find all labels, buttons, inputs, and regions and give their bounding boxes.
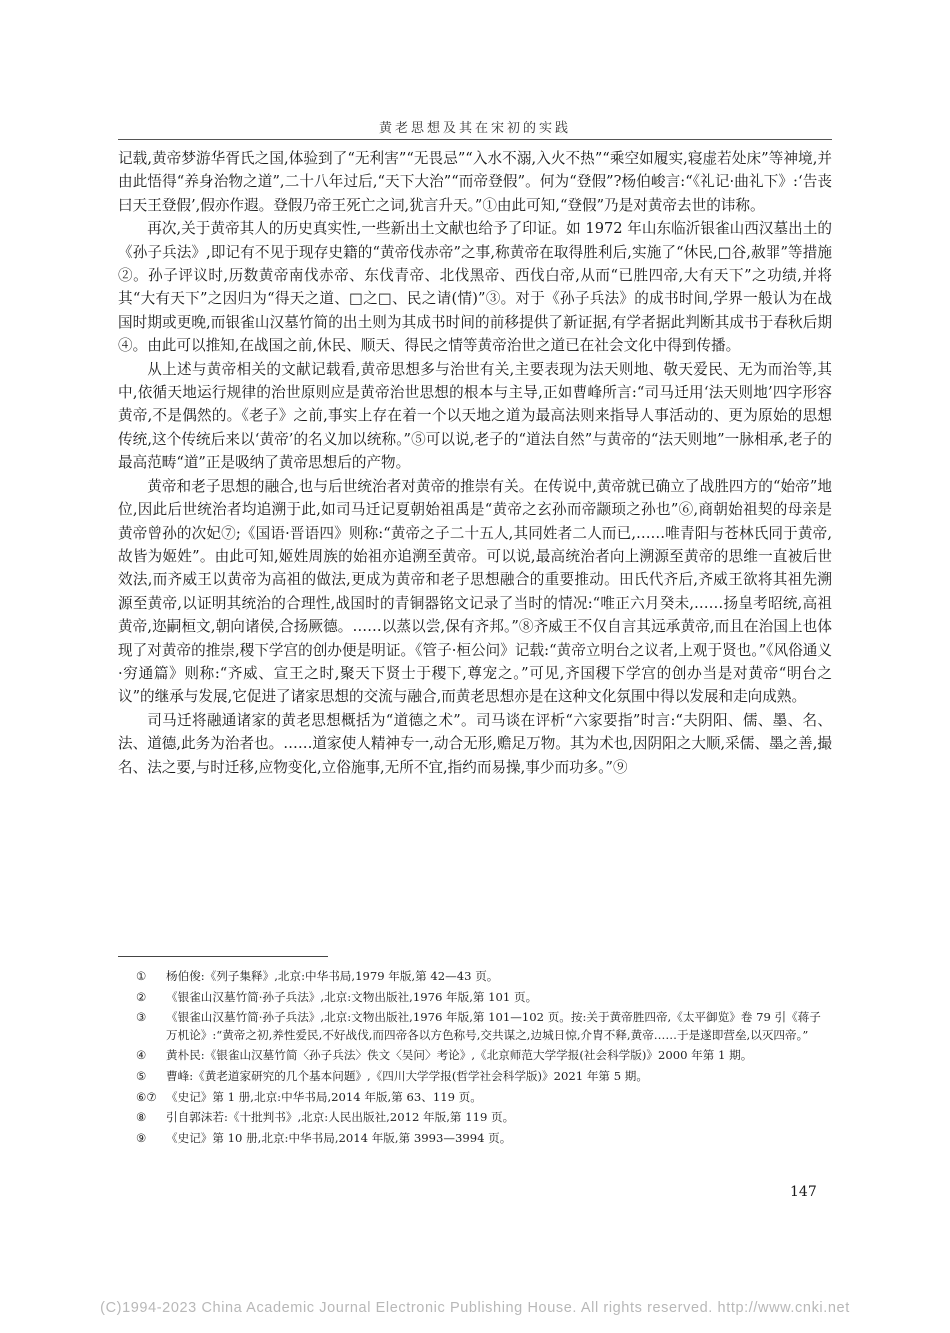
footnote-mark: ⑥⑦: [136, 1089, 157, 1104]
running-header: 黄老思想及其在宋初的实践: [378, 121, 571, 136]
paragraph: 再次,关于黄帝其人的历史真实性,一些新出土文献也给予了印证。如 1972 年山东临沂银雀山西汉墓出土的《孙子兵法》,即记有不见于现存史籍的“黄帝伐赤帝”之事,称黄帝在取得胜利后,实施了“休民,□谷,赦罪”等措施②。孙子评议时,历数黄帝南伐赤帝、东伐青帝、北伐黑帝、西伐白帝,从而“已胜四帝,大有天下”之功绩,并将其“大有天下”之因归为“得天之道、□之□、民之请(情)”③。对于《孙子兵法》的成书时间,学界一般认为在战国时期或更晚,而银雀山汉墓竹简的出土则为其成书时间的前移提供了新证据,有学者据此判断其成书于春秋后期④。由此可以推知,在战国之前,休民、顺天、得民之情等黄帝治世之道已在社会文化中得到传播。: [118, 220, 832, 355]
footnote-text: 《史记》第 10 册,北京:中华书局,2014 年版,第 3993—3994 页。: [166, 1130, 512, 1145]
footnote-text: 《史记》第 1 册,北京:中华书局,2014 年版,第 63、119 页。: [166, 1089, 482, 1104]
body-text: [118, 147, 832, 779]
footnote-mark: ⑨: [136, 1130, 147, 1145]
footnote: [136, 1130, 826, 1148]
footnote: [136, 1009, 826, 1044]
footnote-text: 《银雀山汉墓竹简·孙子兵法》,北京:文物出版社,1976 年版,第 101 页。: [166, 989, 538, 1004]
footnote-mark: ⑧: [136, 1110, 147, 1125]
footnote-mark: ⑤: [136, 1068, 147, 1083]
paragraph: 司马迁将融通诸家的黄老思想概括为“道德之术”。司马谈在评析“六家要指”时言:“夫阴阳、儒、墨、名、法、道德,此务为治者也。……道家使人精神专一,动合无形,赡足万物。其为术也,因阴阳之大顺,采儒、墨之善,撮名、法之要,与时迁移,应物变化,立俗施事,无所不宜,指约而易操,事少而功多。”⑨: [118, 711, 832, 776]
footnote-mark: ④: [136, 1048, 147, 1063]
footnote-mark: ②: [136, 989, 147, 1004]
footnote-text: 杨伯俊:《列子集释》,北京:中华书局,1979 年版,第 42—43 页。: [166, 969, 499, 983]
footnote-text: 引自郭沫若:《十批判书》,北京:人民出版社,2012 年版,第 119 页。: [166, 1110, 515, 1125]
footnote-text: 曹峰:《黄老道家研究的几个基本问题》,《四川大学学报(哲学社会科学版)》2021 年第 5 期。: [166, 1068, 648, 1083]
footnote-rule: [118, 956, 328, 957]
page-number: 147: [790, 1184, 817, 1200]
footnote-text: 《银雀山汉墓竹简·孙子兵法》,北京:文物出版社,1976 年版,第 101—102 页。按:关于黄帝胜四帝,《太平御览》卷 79 引《蒋子万机论》:“黄帝之初,养性爱民,不好战伐,而四帝各以方色称号,交共谋之,边城日惊,介胄不释,黄帝……于是遂即营垒,以灭四帝。”: [166, 1010, 821, 1042]
footnotes: [136, 968, 826, 1150]
footnote-text: 黄朴民:《银雀山汉墓竹简〈孙子兵法〉佚文〈吴问〉考论》,《北京师范大学学报(社会科学版)》2000 年第 1 期。: [166, 1048, 753, 1063]
footnote-mark: ③: [136, 1010, 147, 1025]
footnote: [136, 1068, 826, 1086]
footnote: [136, 1089, 826, 1107]
footnote: [136, 989, 826, 1007]
footnote: [136, 1109, 826, 1127]
paragraph: 黄帝和老子思想的融合,也与后世统治者对黄帝的推崇有关。在传说中,黄帝就已确立了战胜四方的“始帝”地位,因此后世统治者均追溯于此,如司马迁记夏朝始祖禹是“黄帝之玄孙而帝颛顼之孙也”⑥,商朝始祖契的母亲是黄帝曾孙的次妃⑦;《国语·晋语四》则称:“黄帝之子二十五人,其同姓者二人而已,……唯青阳与苍林氏同于黄帝,故皆为姬姓”。由此可知,姬姓周族的始祖亦追溯至黄帝。可以说,最高统治者向上溯源至黄帝的思维一直被后世效法,而齐威王以黄帝为高祖的做法,更成为黄帝和老子思想融合的重要推动。田氏代齐后,齐威王欲将其祖先溯源至黄帝,以证明其统治的合理性,战国时的青铜器铭文记录了当时的情况:“唯正六月癸未,……扬皇考昭统,高祖黄帝,迩嗣桓文,朝向诸侯,合扬厥德。……以蒸以尝,保有齐邦。”⑧齐威王不仅自言其远承黄帝,而且在治国上也体现了对黄帝的推崇,稷下学宫的创办便是明证。《管子·桓公问》记载:“黄帝立明台之议者,上观于贤也。”《风俗通义·穷通篇》则称:“齐威、宣王之时,聚天下贤士于稷下,尊宠之。”可见,齐国稷下学宫的创办当是对黄帝“明台之议”的继承与发展,它促进了诸家思想的交流与融合,而黄老思想亦是在这种文化氛围中得以发展和走向成熟。: [118, 477, 832, 706]
paragraph-continued: 记载,黄帝梦游华胥氏之国,体验到了“无利害”“无畏忌”“入水不溺,入火不热”“乘空如履实,寝虚若处床”等神境,并由此悟得“养身治物之道”,二十八年过后,“天下大治”“而帝登假”。何为“登假”?杨伯峻言:“《礼记·曲礼下》:‘告丧曰天王登假’,假亦作遐。登假乃帝王死亡之词,犹言升天。”①由此可知,“登假”乃是对黄帝去世的讳称。: [118, 150, 832, 214]
footnote: [136, 1047, 826, 1065]
footnote-mark: ①: [136, 969, 147, 983]
paragraph: 从上述与黄帝相关的文献记载看,黄帝思想多与治世有关,主要表现为法天则地、敬天爱民、无为而治等,其中,依循天地运行规律的治世原则应是黄帝治世思想的根本与主导,正如曹峰所言:“司马迁用‘法天则地’四字形容黄帝,不是偶然的。《老子》之前,事实上存在着一个以天地之道为最高法则来指导人事活动的、更为原始的思想传统,这个传统后来以‘黄帝’的名义加以统称。”⑤可以说,老子的“道法自然”与黄帝的“法天则地”一脉相承,老子的最高范畴“道”正是吸纳了黄帝思想后的产物。: [118, 360, 832, 472]
footnote: [136, 968, 826, 986]
header-rule: [118, 139, 832, 140]
copyright-watermark: (C)1994-2023 China Academic Journal Electronic Publishing House. All rights reserved. http://www.cnki.net: [100, 1300, 850, 1316]
